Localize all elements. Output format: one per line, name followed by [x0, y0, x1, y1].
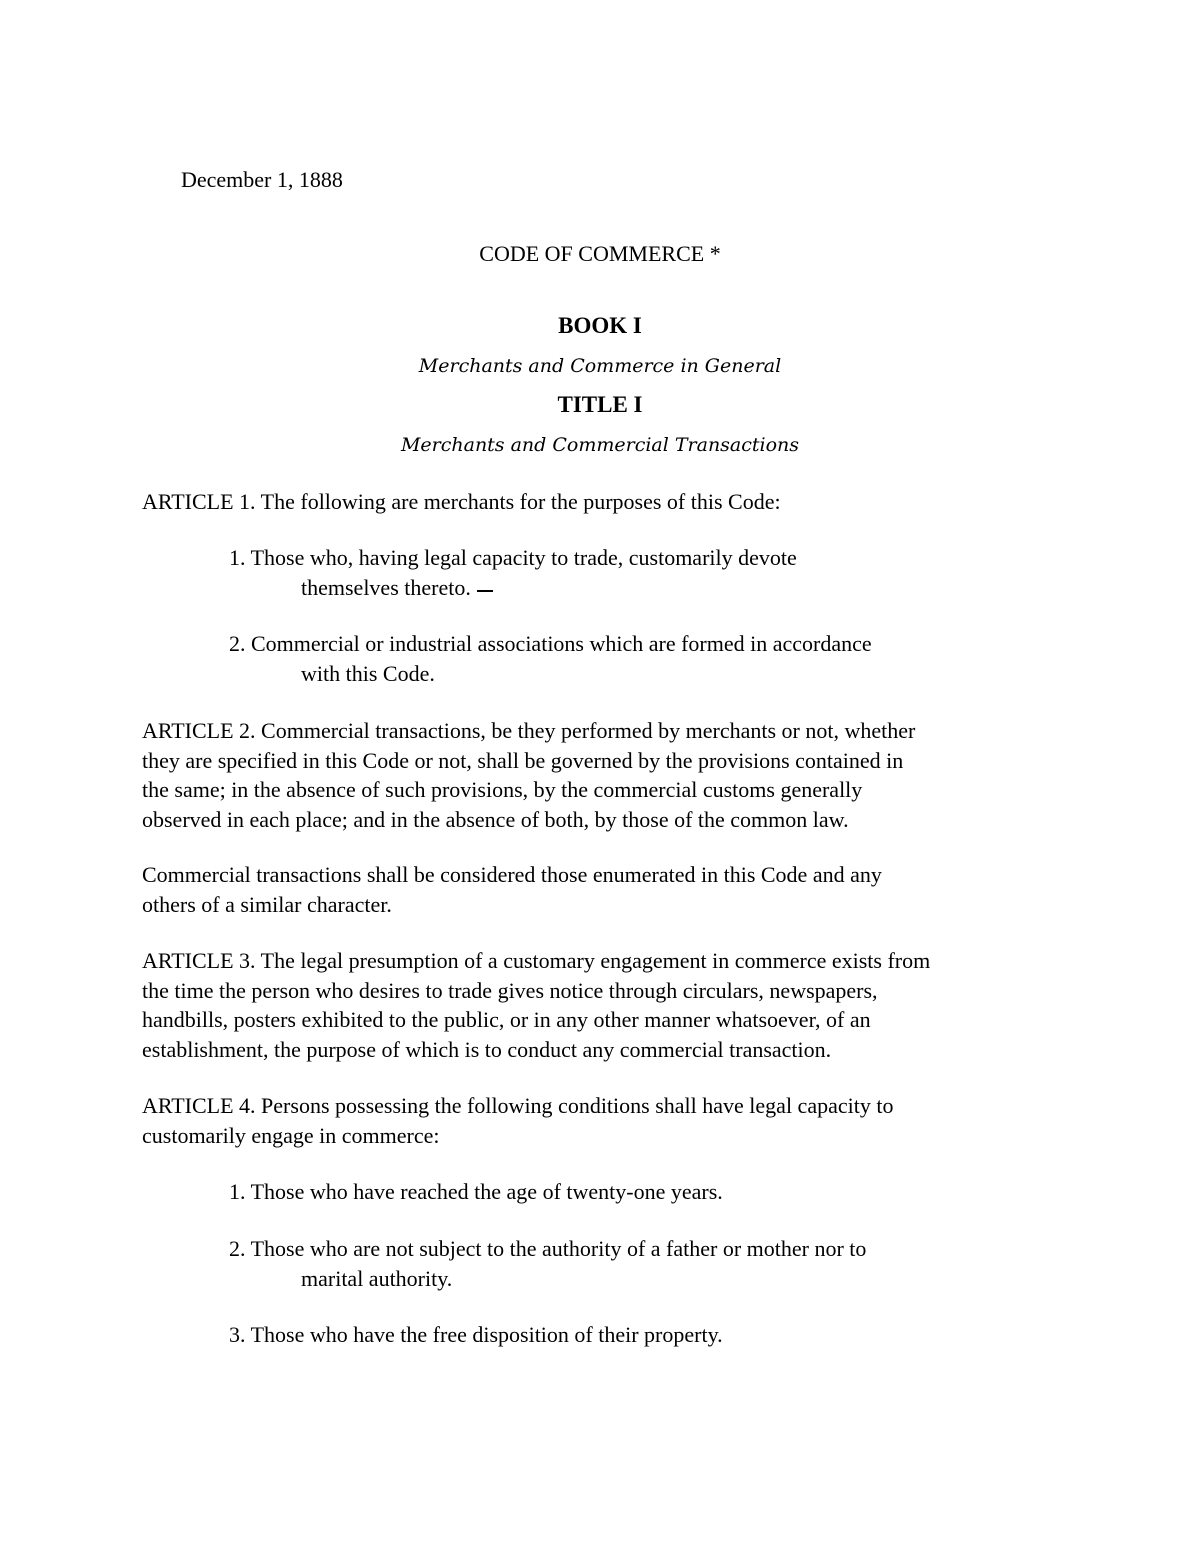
- article-4-item-1: [229, 1177, 1029, 1207]
- paragraph-line: ARTICLE 3. The legal presumption of a customary engagement in commerce exists from: [142, 948, 931, 973]
- article-1-line: ARTICLE 1. The following are merchants for the purposes of this Code:: [142, 489, 781, 514]
- paragraph-line: the time the person who desires to trade gives notice through circulars, newspapers,: [142, 977, 878, 1003]
- list-item-line: with this Code.: [301, 660, 435, 686]
- article-4-intro: [142, 1091, 1072, 1150]
- article-2-paragraph-2: [142, 860, 1072, 919]
- paragraph-line: others of a similar character.: [142, 891, 392, 917]
- list-item-line: 1. Those who, having legal capacity to trade, customarily devote: [229, 545, 797, 570]
- list-item-line: 2. Commercial or industrial associations which are formed in accordance: [229, 631, 872, 656]
- book-heading: BOOK I: [558, 313, 642, 338]
- paragraph-line: ARTICLE 4. Persons possessing the following conditions shall have legal capacity to: [142, 1093, 894, 1118]
- paragraph-line: establishment, the purpose of which is to conduct any commercial transaction.: [142, 1036, 832, 1062]
- paragraph-line: handbills, posters exhibited to the public, or in any other manner whatsoever, of an: [142, 1007, 871, 1032]
- article-3: [142, 946, 1072, 1064]
- paragraph-line: Commercial transactions shall be considered those enumerated in this Code and any: [142, 862, 882, 887]
- list-item-line: [229, 573, 1029, 603]
- article-1-item-2: [229, 629, 1029, 688]
- list-item-text: themselves thereto.: [301, 574, 471, 600]
- list-item-line: marital authority.: [301, 1265, 453, 1291]
- paragraph-line: observed in each place; and in the absence of both, by those of the common law.: [142, 806, 849, 832]
- footnote-mark-icon: [477, 590, 493, 595]
- paragraph-line: the same; in the absence of such provisions, by the commercial customs generally: [142, 777, 863, 802]
- book-subtitle: Merchants and Commerce in General: [418, 355, 782, 377]
- list-item-line: 2. Those who are not subject to the authority of a father or mother nor to: [229, 1236, 867, 1261]
- article-4-item-3: [229, 1320, 1029, 1350]
- list-item-line: 3. Those who have the free disposition of their property.: [229, 1322, 723, 1347]
- document-date: December 1, 1888: [181, 167, 343, 192]
- title-heading: TITLE I: [557, 392, 643, 417]
- title-subtitle: Merchants and Commercial Transactions: [400, 434, 800, 456]
- document-title: CODE OF COMMERCE *: [479, 241, 721, 266]
- article-2: [142, 716, 1072, 834]
- article-4-item-2: [229, 1234, 1029, 1293]
- article-1-item-1: [229, 543, 1029, 602]
- list-item-line: 1. Those who have reached the age of twenty-one years.: [229, 1179, 723, 1204]
- paragraph-line: ARTICLE 2. Commercial transactions, be they performed by merchants or not, whether: [142, 718, 916, 743]
- article-1-intro: [142, 487, 1072, 517]
- paragraph-line: customarily engage in commerce:: [142, 1122, 440, 1148]
- paragraph-line: they are specified in this Code or not, shall be governed by the provisions contained in: [142, 747, 904, 773]
